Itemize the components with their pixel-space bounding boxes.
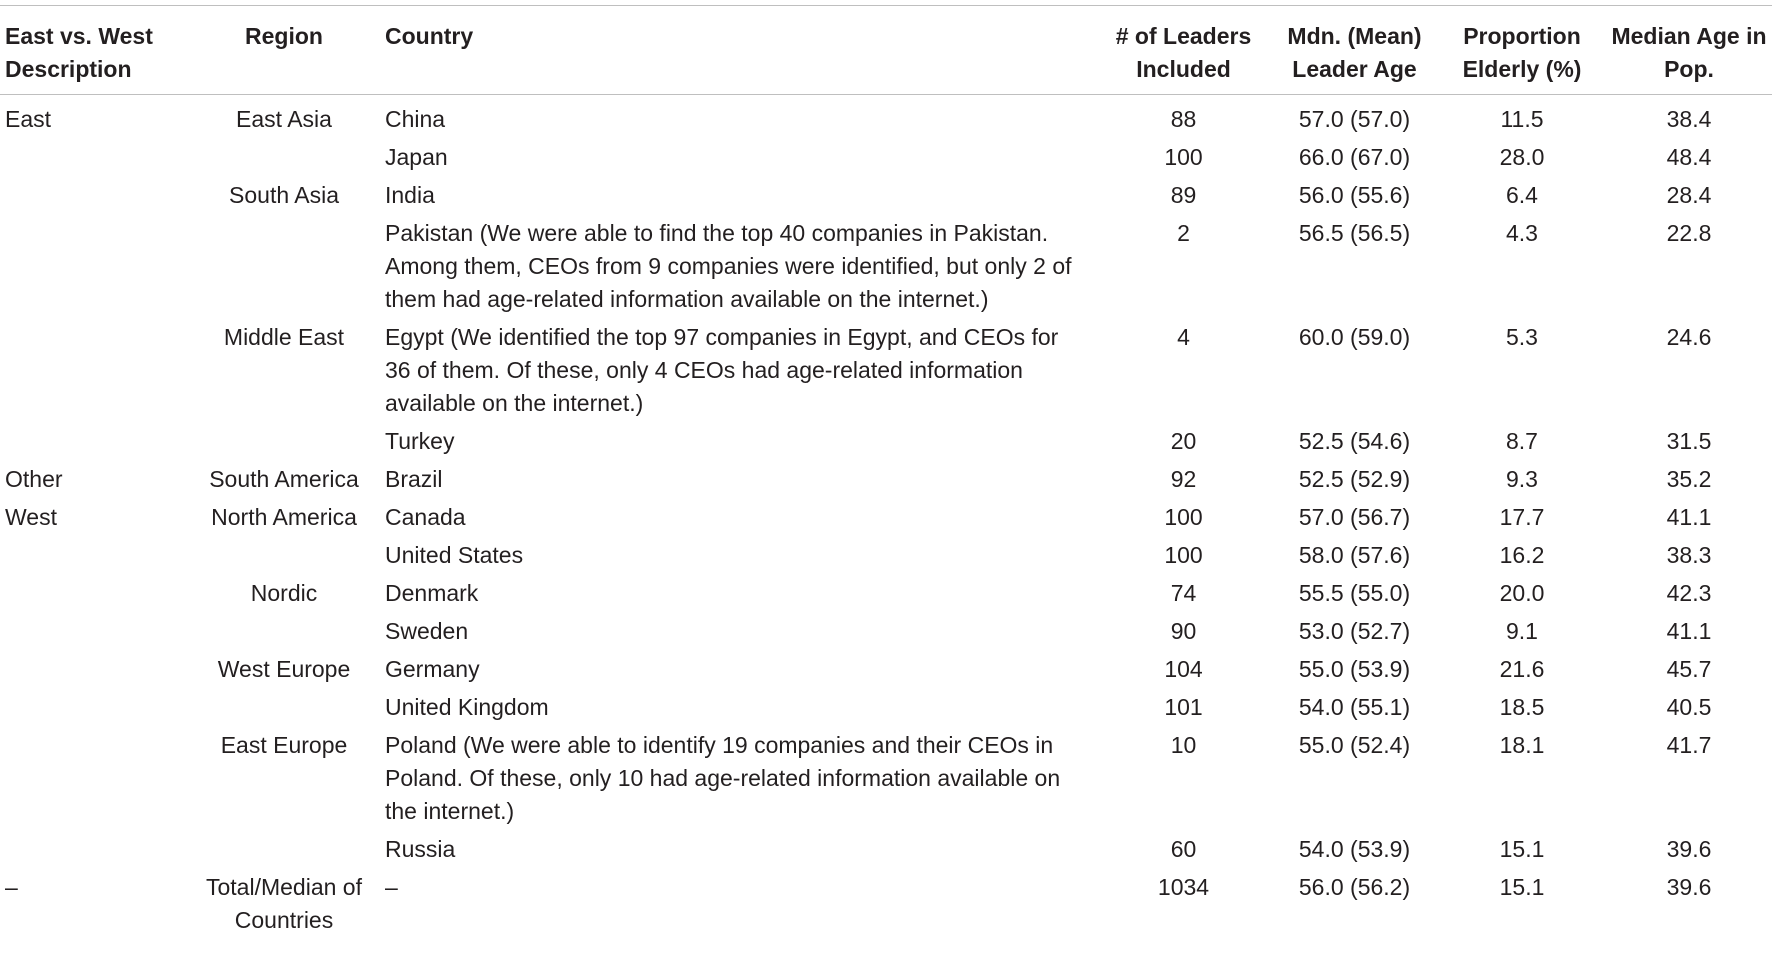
- cell-description: [0, 726, 188, 830]
- table-row: [0, 422, 1772, 460]
- cell-median-age: 45.7: [1666, 656, 1712, 682]
- table-row: [0, 176, 1772, 214]
- cell-country: Poland (We were able to identify 19 companies and their CEOs in Poland. Of these, only 10 had age-related information available on the internet.): [385, 732, 1061, 824]
- cell-leader-age: 52.5 (52.9): [1298, 466, 1411, 492]
- table-row: [0, 868, 1772, 939]
- table-row: [0, 498, 1772, 536]
- cell-description: [0, 612, 188, 650]
- cell-country: Denmark: [385, 580, 479, 606]
- table-row: [0, 830, 1772, 868]
- cell-proportion-elderly: 15.1: [1499, 836, 1545, 862]
- cell-median-age: 35.2: [1666, 466, 1712, 492]
- cell-proportion-elderly: 4.3: [1506, 220, 1538, 246]
- cell-proportion-elderly: 5.3: [1506, 324, 1538, 350]
- cell-proportion-elderly: 9.1: [1506, 618, 1538, 644]
- cell-leaders-included: 100: [1164, 144, 1203, 170]
- cell-leaders-included: 88: [1170, 106, 1197, 132]
- cell-median-age: 31.5: [1666, 428, 1712, 454]
- cell-leaders-included: 10: [1170, 732, 1197, 758]
- cell-description: [0, 138, 188, 176]
- cell-description: [0, 318, 188, 422]
- cell-country: Turkey: [385, 428, 455, 454]
- header-proportion-elderly: Proportion Elderly (%): [1462, 23, 1582, 82]
- header-country: Country: [385, 23, 474, 49]
- table-row: [0, 688, 1772, 726]
- cell-median-age: 40.5: [1666, 694, 1712, 720]
- cell-country: Egypt (We identified the top 97 companies in Egypt, and CEOs for 36 of them. Of these, only 4 CEOs had age-related information available on the internet.): [385, 324, 1059, 416]
- cell-median-age: 24.6: [1666, 324, 1712, 350]
- cell-description: [0, 214, 188, 318]
- cell-leader-age: 57.0 (57.0): [1298, 106, 1411, 132]
- cell-proportion-elderly: 15.1: [1499, 874, 1545, 900]
- cell-region: [188, 214, 380, 318]
- cell-country: Brazil: [385, 466, 443, 492]
- cell-leader-age: 55.0 (52.4): [1298, 732, 1411, 758]
- cell-leaders-included: 60: [1170, 836, 1197, 862]
- cell-region: [188, 612, 380, 650]
- cell-region: East Asia: [236, 106, 332, 132]
- cell-median-age: 39.6: [1666, 836, 1712, 862]
- cell-leader-age: 53.0 (52.7): [1298, 618, 1411, 644]
- cell-description: [0, 688, 188, 726]
- cell-leader-age: 56.5 (56.5): [1298, 220, 1411, 246]
- table-row: [0, 318, 1772, 422]
- cell-leaders-included: 4: [1177, 324, 1190, 350]
- cell-leader-age: 57.0 (56.7): [1298, 504, 1411, 530]
- cell-proportion-elderly: 9.3: [1506, 466, 1538, 492]
- cell-leader-age: 55.5 (55.0): [1298, 580, 1411, 606]
- header-leader-age: Mdn. (Mean) Leader Age: [1287, 23, 1422, 82]
- cell-country: United States: [385, 542, 524, 568]
- cell-region: South Asia: [229, 182, 339, 208]
- cell-region: West Europe: [217, 656, 351, 682]
- cell-region: Middle East: [223, 324, 345, 350]
- table-row: [0, 95, 1772, 139]
- cell-leader-age: 58.0 (57.6): [1298, 542, 1411, 568]
- cell-country: –: [385, 874, 398, 900]
- table-row: [0, 214, 1772, 318]
- cell-proportion-elderly: 21.6: [1499, 656, 1545, 682]
- cell-proportion-elderly: 11.5: [1500, 106, 1544, 132]
- header-leaders-included: # of Leaders Included: [1115, 23, 1252, 82]
- table-row: [0, 536, 1772, 574]
- cell-region: [188, 138, 380, 176]
- cell-proportion-elderly: 6.4: [1506, 182, 1538, 208]
- table-row: [0, 650, 1772, 688]
- cell-proportion-elderly: 20.0: [1499, 580, 1545, 606]
- cell-median-age: 38.4: [1666, 106, 1712, 132]
- cell-country: United Kingdom: [385, 694, 549, 720]
- table-row: [0, 460, 1772, 498]
- cell-leaders-included: 104: [1164, 656, 1203, 682]
- cell-region: North America: [211, 504, 357, 530]
- cell-proportion-elderly: 18.5: [1499, 694, 1545, 720]
- cell-leaders-included: 100: [1164, 542, 1203, 568]
- cell-leaders-included: 74: [1170, 580, 1197, 606]
- cell-proportion-elderly: 28.0: [1499, 144, 1545, 170]
- cell-median-age: 39.6: [1666, 874, 1712, 900]
- header-east-west-description: East vs. West Description: [5, 23, 153, 82]
- cell-description: Other: [5, 466, 63, 492]
- cell-description: [0, 422, 188, 460]
- cell-leader-age: 52.5 (54.6): [1298, 428, 1411, 454]
- cell-country: Germany: [385, 656, 480, 682]
- cell-description: [0, 176, 188, 214]
- cell-leaders-included: 1034: [1157, 874, 1210, 900]
- cell-leaders-included: 100: [1164, 504, 1203, 530]
- cell-leader-age: 60.0 (59.0): [1298, 324, 1411, 350]
- cell-leader-age: 66.0 (67.0): [1298, 144, 1411, 170]
- cell-region: Total/Median of Countries: [206, 874, 362, 933]
- cell-leaders-included: 101: [1164, 694, 1203, 720]
- table-row: [0, 612, 1772, 650]
- cell-region: [188, 536, 380, 574]
- cell-description: [0, 574, 188, 612]
- header-median-age: Median Age in Pop.: [1611, 23, 1767, 82]
- cell-leader-age: 54.0 (55.1): [1298, 694, 1411, 720]
- cell-leaders-included: 90: [1170, 618, 1197, 644]
- cell-country: India: [385, 182, 435, 208]
- cell-leaders-included: 92: [1170, 466, 1197, 492]
- table-row: [0, 574, 1772, 612]
- cell-median-age: 38.3: [1666, 542, 1712, 568]
- table-body: [0, 95, 1772, 940]
- cell-proportion-elderly: 8.7: [1506, 428, 1538, 454]
- cell-country: China: [385, 106, 446, 132]
- cell-median-age: 41.1: [1666, 618, 1712, 644]
- cell-leader-age: 56.0 (56.2): [1298, 874, 1411, 900]
- cell-country: Russia: [385, 836, 456, 862]
- cell-region: [188, 422, 380, 460]
- cell-leader-age: 55.0 (53.9): [1298, 656, 1411, 682]
- cell-region: [188, 830, 380, 868]
- cell-proportion-elderly: 17.7: [1499, 504, 1545, 530]
- cell-leaders-included: 2: [1177, 220, 1190, 246]
- cell-leader-age: 56.0 (55.6): [1298, 182, 1411, 208]
- cell-median-age: 41.7: [1666, 732, 1712, 758]
- header-region: Region: [245, 23, 323, 49]
- table-row: [0, 138, 1772, 176]
- header-row: [0, 6, 1772, 95]
- cell-region: East Europe: [220, 732, 348, 758]
- cell-description: [0, 536, 188, 574]
- cell-median-age: 28.4: [1666, 182, 1712, 208]
- cell-proportion-elderly: 18.1: [1499, 732, 1545, 758]
- cell-leaders-included: 89: [1170, 182, 1197, 208]
- cell-country: Pakistan (We were able to find the top 40 companies in Pakistan. Among them, CEOs from 9 companies were identified, but only 2 of them had age-related information available on the internet.): [385, 220, 1072, 312]
- cell-median-age: 22.8: [1666, 220, 1712, 246]
- ceo-age-table: [0, 5, 1772, 939]
- cell-region: Nordic: [250, 580, 318, 606]
- cell-description: West: [5, 504, 57, 530]
- cell-leader-age: 54.0 (53.9): [1298, 836, 1411, 862]
- cell-median-age: 42.3: [1666, 580, 1712, 606]
- cell-proportion-elderly: 16.2: [1499, 542, 1545, 568]
- cell-country: Canada: [385, 504, 466, 530]
- cell-median-age: 48.4: [1666, 144, 1712, 170]
- cell-description: –: [5, 874, 18, 900]
- table-row: [0, 726, 1772, 830]
- cell-description: East: [5, 106, 52, 132]
- table-header: [0, 6, 1772, 95]
- cell-country: Sweden: [385, 618, 469, 644]
- cell-description: [0, 830, 188, 868]
- cell-description: [0, 650, 188, 688]
- cell-region: [188, 688, 380, 726]
- cell-region: South America: [209, 466, 359, 492]
- cell-leaders-included: 20: [1170, 428, 1197, 454]
- cell-median-age: 41.1: [1666, 504, 1712, 530]
- cell-country: Japan: [385, 144, 448, 170]
